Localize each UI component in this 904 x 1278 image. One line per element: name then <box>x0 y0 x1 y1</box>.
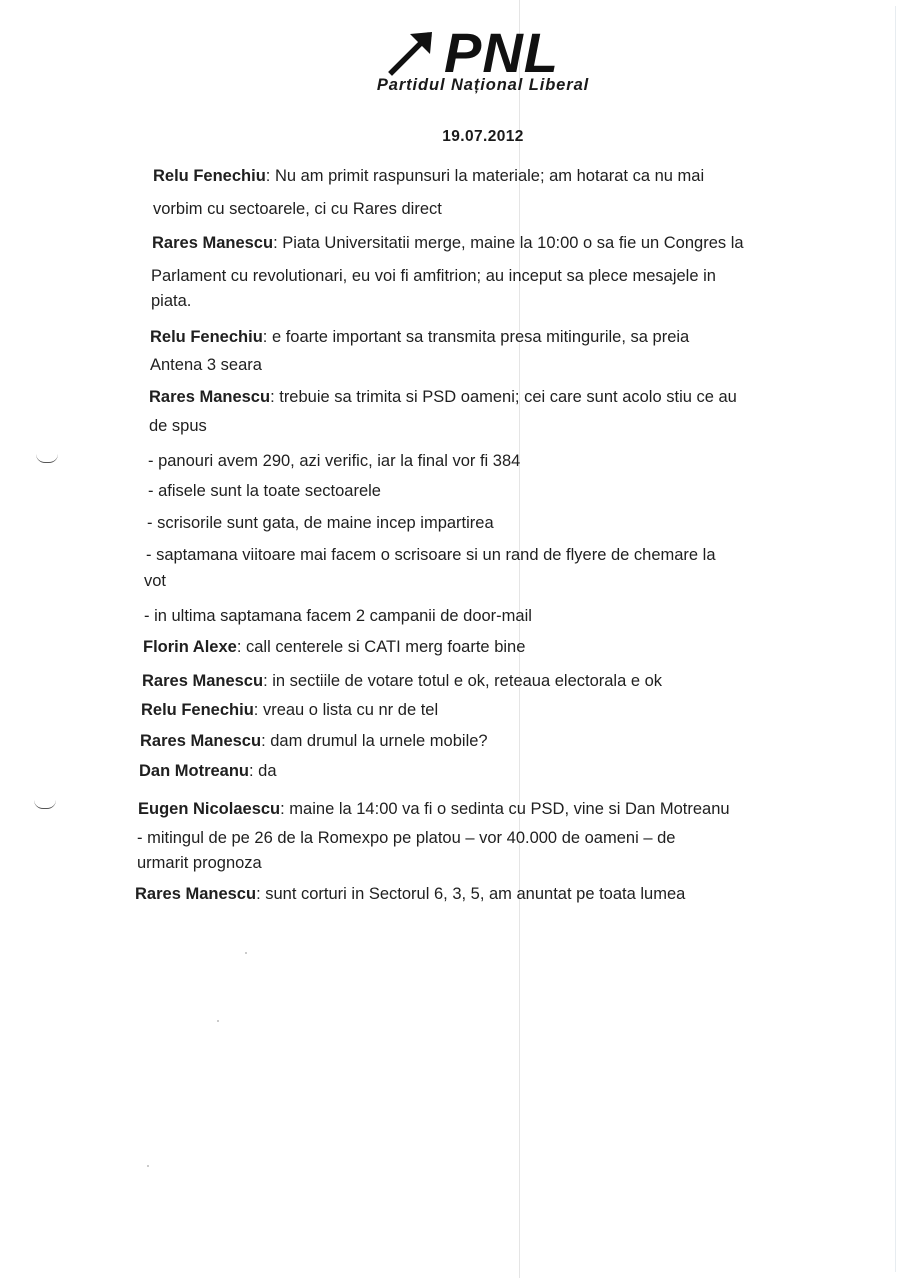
line-text: - afisele sunt la toate sectoarele <box>148 482 381 500</box>
transcript-line <box>138 799 730 819</box>
transcript-line <box>140 731 488 751</box>
transcript-line <box>150 355 262 375</box>
scan-speck <box>245 952 247 954</box>
speaker-name: Rares Manescu <box>149 388 271 406</box>
line-text: de spus <box>149 417 207 435</box>
line-text: vorbim cu sectoarele, ci cu Rares direct <box>153 200 442 218</box>
line-text: Antena 3 seara <box>150 356 262 374</box>
line-text: : dam drumul la urnele mobile? <box>261 732 488 750</box>
speaker-name: Florin Alexe <box>143 638 237 656</box>
logo-text: PNL <box>444 22 559 80</box>
line-text: : da <box>249 762 277 780</box>
transcript-line <box>153 166 704 186</box>
line-text: : vreau o lista cu nr de tel <box>253 701 439 719</box>
transcript-line <box>143 637 525 657</box>
transcript-line <box>137 853 262 873</box>
transcript-line <box>151 291 191 311</box>
transcript-line <box>152 233 744 253</box>
transcript-line <box>149 387 737 407</box>
transcript-line <box>139 761 277 781</box>
transcript-line <box>144 606 532 626</box>
line-text: - panouri avem 290, azi verific, iar la final vor fi 384 <box>148 452 521 470</box>
transcript-line <box>147 513 494 533</box>
transcript-line <box>150 327 689 347</box>
line-text: : e foarte important sa transmita presa mitingurile, sa preia <box>262 328 690 346</box>
speaker-name: Relu Fenechiu <box>150 328 263 346</box>
scan-speck <box>147 1165 149 1167</box>
line-text: - mitingul de pe 26 de la Romexpo pe platou – vor 40.000 de oameni – de <box>137 829 676 847</box>
line-text: : Piata Universitatii merge, maine la 10:00 o sa fie un Congres la <box>273 234 744 252</box>
line-text: : maine la 14:00 va fi o sedinta cu PSD, vine si Dan Motreanu <box>280 800 730 818</box>
document-date: 19.07.2012 <box>442 128 524 145</box>
transcript-line <box>149 416 207 436</box>
line-text: : call centerele si CATI merg foarte bine <box>236 638 526 656</box>
line-text: piata. <box>151 292 192 310</box>
transcript-line <box>151 266 716 286</box>
speaker-name: Dan Motreanu <box>139 762 250 780</box>
speaker-name: Rares Manescu <box>135 885 257 903</box>
transcript-line <box>148 481 381 501</box>
speaker-name: Rares Manescu <box>140 732 262 750</box>
line-text: vot <box>144 572 167 590</box>
line-text: urmarit prognoza <box>137 854 262 872</box>
speaker-name: Eugen Nicolaescu <box>138 800 281 818</box>
transcript-line <box>135 884 685 904</box>
transcript-line <box>148 451 520 471</box>
transcript-line <box>142 671 662 691</box>
speaker-name: Rares Manescu <box>142 672 264 690</box>
speaker-name: Relu Fenechiu <box>141 701 254 719</box>
party-name: Partidul Național Liberal <box>376 76 590 94</box>
transcript-line <box>153 199 442 219</box>
speaker-name: Relu Fenechiu <box>153 167 266 185</box>
line-text: Parlament cu revolutionari, eu voi fi amfitrion; au inceput sa plece mesajele in <box>151 267 716 285</box>
line-text: : Nu am primit raspunsuri la materiale; am hotarat ca nu mai <box>265 167 705 185</box>
line-text: - saptamana viitoare mai facem o scrisoare si un rand de flyere de chemare la <box>146 546 716 564</box>
line-text: - scrisorile sunt gata, de maine incep impartirea <box>147 514 494 532</box>
line-text: : trebuie sa trimita si PSD oameni; cei care sunt acolo stiu ce au <box>270 388 737 406</box>
line-text: : in sectiile de votare totul e ok, reteaua electorala e ok <box>263 672 663 690</box>
transcript-line <box>137 828 675 848</box>
line-text: : sunt corturi in Sectorul 6, 3, 5, am anuntat pe toata lumea <box>256 885 686 903</box>
line-text: - in ultima saptamana facem 2 campanii de door-mail <box>144 607 532 625</box>
scan-speck <box>217 1020 219 1022</box>
transcript-line <box>146 545 716 565</box>
speaker-name: Rares Manescu <box>152 234 274 252</box>
transcript-line <box>144 571 166 591</box>
transcript-line <box>141 700 438 720</box>
